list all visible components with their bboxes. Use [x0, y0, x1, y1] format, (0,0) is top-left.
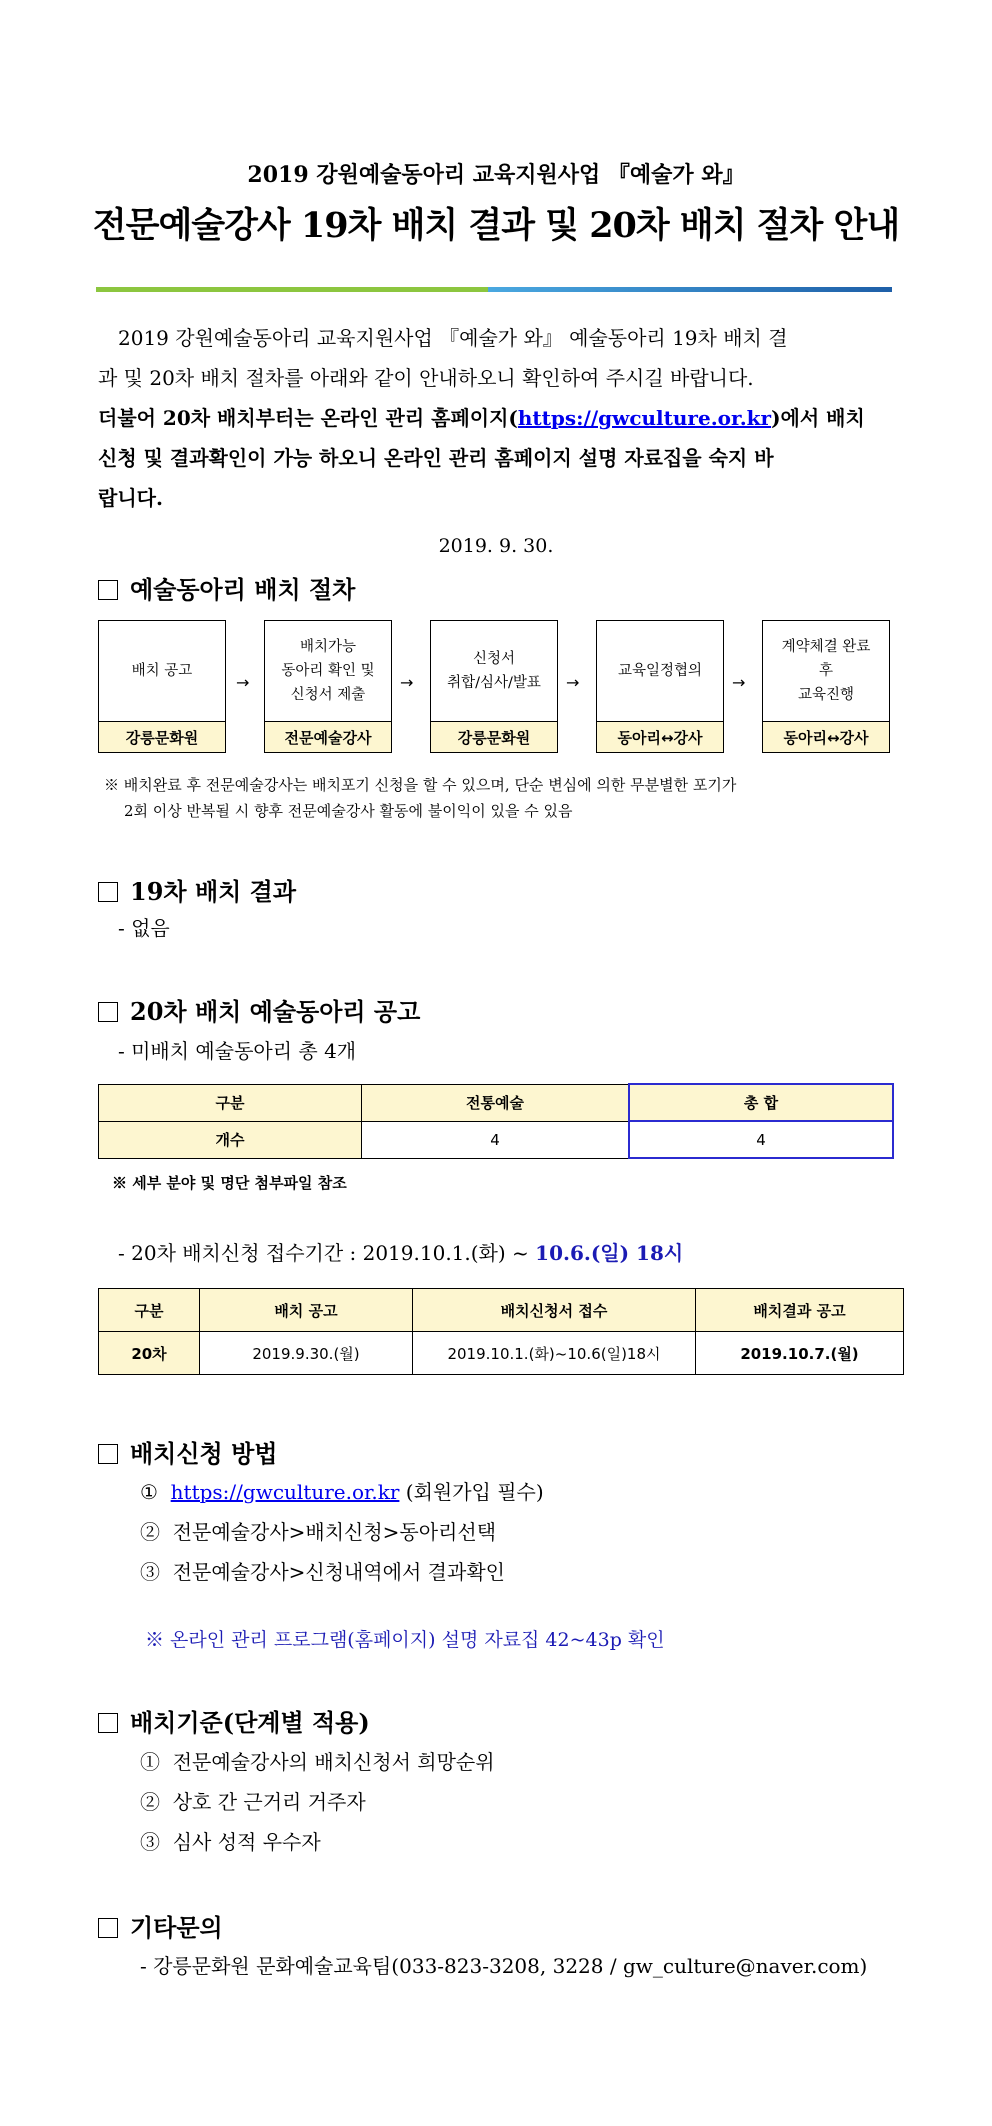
manual-note: ※ 온라인 관리 프로그램(홈페이지) 설명 자료집 42~43p 확인 — [145, 1629, 665, 1651]
arrow-right-icon: → — [732, 673, 746, 692]
table-cell: 20차 — [99, 1332, 200, 1375]
table-cell: 4 — [362, 1121, 630, 1158]
step-agent: 강릉문화원 — [431, 721, 557, 752]
step-agent: 동아리↔강사 — [763, 721, 889, 752]
homepage-link[interactable]: https://gwculture.or.kr — [517, 406, 772, 430]
table-cell: 2019.10.7.(월) — [696, 1332, 904, 1375]
arrow-right-icon: → — [236, 673, 250, 692]
section-heading-criteria: 배치기준(단계별 적용) — [98, 1703, 370, 1738]
table-cell: 4 — [629, 1121, 893, 1158]
step-agent: 동아리↔강사 — [597, 721, 723, 752]
step-text: 교육일정협의 — [617, 663, 703, 679]
document-subtitle: 2019 강원예술동아리 교육지원사업 『예술가 와』 — [247, 162, 745, 188]
arrow-right-icon: → — [400, 673, 414, 692]
intro-paragraph — [98, 318, 898, 518]
table-header-cell: 배치 공고 — [200, 1289, 413, 1332]
step-agent: 강릉문화원 — [99, 721, 225, 752]
homepage-link[interactable]: https://gwculture.or.kr — [170, 1480, 400, 1504]
table-header-cell: 전통예술 — [362, 1084, 630, 1121]
step-text: 신청서 취합/심사/발표 — [447, 651, 541, 691]
table-header-cell: 배치결과 공고 — [696, 1289, 904, 1332]
step-text: 계약체결 완료 후 교육진행 — [781, 639, 871, 703]
intro-line: 과 및 20차 배치 절차를 아래와 같이 안내하오니 확인하여 주시길 바랍니다. — [98, 366, 754, 390]
list-item: ① https://gwculture.or.kr (회원가입 필수) — [140, 1480, 544, 1504]
arrow-right-icon: → — [566, 673, 580, 692]
table-header-cell: 총 합 — [629, 1084, 893, 1121]
document-date: 2019. 9. 30. — [438, 535, 554, 557]
procedure-note: ※ 배치완료 후 전문예술강사는 배치포기 신청을 할 수 있으며, 단순 변심에 의한 무분별한 포기가 2회 이상 반복될 시 향후 전문예술강사 활동에 불이익이 있을 수 있음 — [104, 776, 737, 820]
step-text: 배치 공고 — [131, 663, 193, 679]
table-header-cell: 구분 — [99, 1289, 200, 1332]
title-divider — [96, 287, 892, 292]
step-agent: 전문예술강사 — [265, 721, 391, 752]
table-row — [99, 1332, 904, 1375]
checkbox-square-icon — [98, 1918, 118, 1938]
intro-line: 2019 강원예술동아리 교육지원사업 『예술가 와』 예술동아리 19차 배치 결 — [118, 326, 788, 350]
checkbox-square-icon — [98, 882, 118, 902]
table-row — [99, 1121, 894, 1158]
section-heading-procedure: 예술동아리 배치 절차 — [98, 570, 355, 605]
procedure-step — [98, 620, 226, 753]
procedure-step — [430, 620, 558, 753]
table-cell: 개수 — [99, 1121, 362, 1158]
list-item: ② 상호 간 근거리 거주자 — [140, 1790, 366, 1814]
announcement-item: - 미배치 예술동아리 총 4개 — [118, 1039, 357, 1063]
list-item: ② 전문예술강사>배치신청>동아리선택 — [140, 1520, 497, 1544]
intro-line: 더불어 20차 배치부터는 온라인 관리 홈페이지(https://gwculture.or.kr)에서 배치 — [98, 406, 865, 430]
result-item: - 없음 — [118, 916, 170, 940]
step-text: 배치가능 동아리 확인 및 신청서 제출 — [281, 639, 375, 703]
table-cell: 2019.9.30.(월) — [200, 1332, 413, 1375]
list-item: ③ 심사 성적 우수자 — [140, 1830, 321, 1854]
table-cell: 2019.10.1.(화)~10.6(일)18시 — [413, 1332, 696, 1375]
checkbox-square-icon — [98, 1002, 118, 1022]
intro-line: 랍니다. — [98, 486, 163, 510]
intro-line: 신청 및 결과확인이 가능 하오니 온라인 관리 홈페이지 설명 자료집을 숙지 바 — [98, 446, 774, 470]
section-heading-announcement: 20차 배치 예술동아리 공고 — [98, 992, 420, 1027]
checkbox-square-icon — [98, 1713, 118, 1733]
table-header-row — [99, 1084, 894, 1121]
contact-info: - 강릉문화원 문화예술교육팀(033-823-3208, 3228 / gw_culture@naver.com) — [140, 1954, 868, 1978]
section-heading-contact: 기타문의 — [98, 1908, 223, 1943]
procedure-step — [762, 620, 890, 753]
schedule-table — [98, 1288, 904, 1375]
checkbox-square-icon — [98, 1444, 118, 1464]
application-period: - 20차 배치신청 접수기간 : 2019.10.1.(화) ~ 10.6.(일) 18시 — [118, 1241, 684, 1265]
table-header-cell: 구분 — [99, 1084, 362, 1121]
club-count-table — [98, 1083, 894, 1159]
checkbox-square-icon — [98, 580, 118, 600]
table-note: ※ 세부 분야 및 명단 첨부파일 참조 — [112, 1174, 347, 1192]
list-item: ① 전문예술강사의 배치신청서 희망순위 — [140, 1750, 495, 1774]
section-heading-result: 19차 배치 결과 — [98, 872, 296, 907]
document-title: 전문예술강사 19차 배치 결과 및 20차 배치 절차 안내 — [92, 205, 900, 246]
table-header-cell: 배치신청서 접수 — [413, 1289, 696, 1332]
table-header-row — [99, 1289, 904, 1332]
section-heading-application: 배치신청 방법 — [98, 1434, 277, 1469]
procedure-step — [596, 620, 724, 753]
list-item: ③ 전문예술강사>신청내역에서 결과확인 — [140, 1560, 505, 1584]
procedure-step — [264, 620, 392, 753]
